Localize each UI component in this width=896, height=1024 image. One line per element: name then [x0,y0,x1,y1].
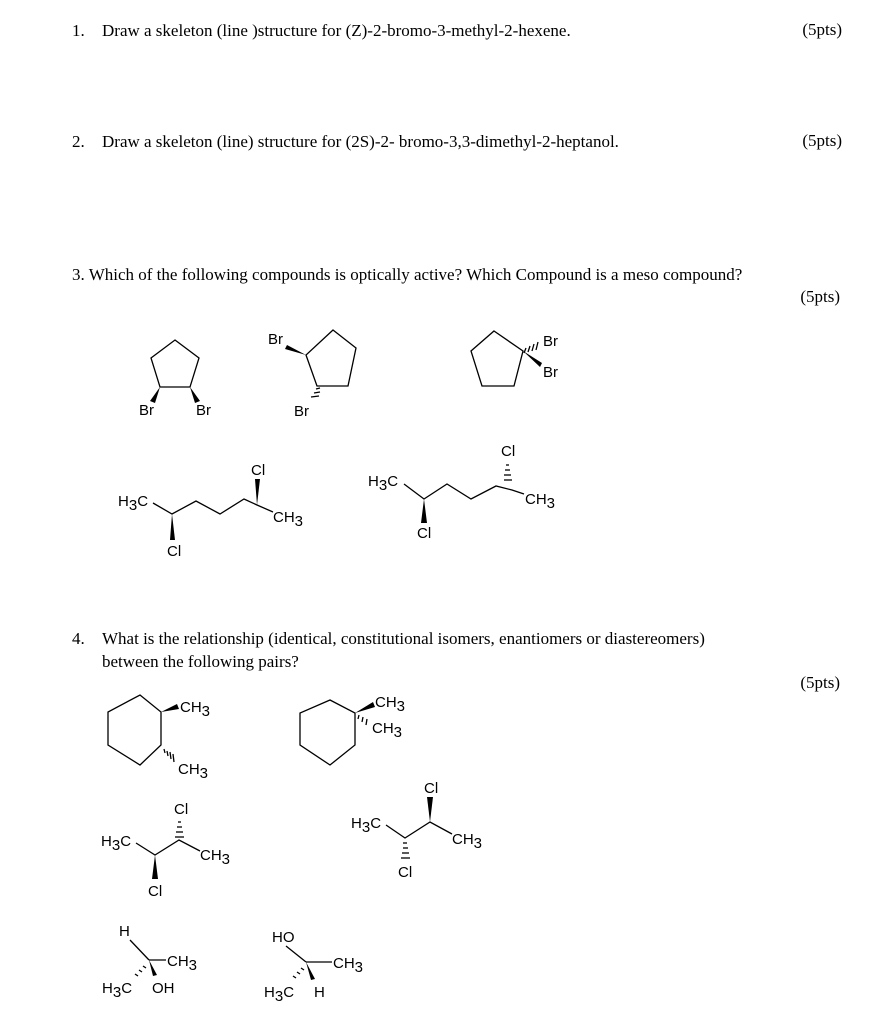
methyl-label: H3C [351,815,382,836]
q3-structure-trans-dibromocyclopentane [268,330,356,420]
q4-structure-stereocenter-a [102,923,197,1001]
br-label: Br [294,403,309,420]
cyclopentane-ring [471,331,523,386]
h-label: H [314,984,325,1001]
question-4-text: What is the relationship (identical, constitutional isomers, enantiomers or diastereomers) [102,629,705,648]
hash-bond [358,715,359,719]
wedge-bond [523,351,542,367]
methyl-label: CH3 [167,953,198,974]
question-3-number: 3. [72,265,85,284]
hash-bond [139,970,142,972]
hash-bond [135,974,138,976]
hash-bond [311,396,319,397]
q3-structure-dichlorohexane-a [118,462,303,560]
hash-bond [293,976,296,978]
bond [130,940,149,960]
hash-bond [316,388,320,389]
bond [286,946,306,962]
carbon-chain [153,499,273,514]
hash-bond [167,751,168,756]
methyl-label: H3C [118,493,149,514]
wedge-bond [152,855,158,879]
cl-label: Cl [424,780,439,797]
cl-label: Cl [174,801,189,818]
hash-bond [366,719,367,725]
br-label: Br [543,333,558,350]
wedge-bond [306,962,315,980]
hash-bond [301,968,304,970]
q3-structure-dichlorohexane-b [368,443,555,542]
hash-bond [173,754,174,762]
hash-bond [528,346,530,352]
br-label: Br [196,402,211,419]
question-4-points: (5pts) [800,673,840,692]
wedge-bond [149,960,157,976]
methyl-label: CH3 [452,831,483,852]
cl-label: Cl [167,543,182,560]
wedge-bond [285,345,306,355]
q4-structure-dimethylcyclohexane-b [300,694,405,765]
methyl-label: CH3 [178,761,209,782]
methyl-label: CH3 [200,847,231,868]
question-2-number: 2. [72,132,85,151]
cl-label: Cl [251,462,266,479]
cl-label: Cl [398,864,413,881]
hash-bond [314,392,320,393]
carbon-chain [404,484,524,499]
q4-structure-dimethylcyclohexane-a [108,695,210,782]
carbon-chain [136,840,200,855]
q4-structure-dichlorobutane-b [351,780,482,881]
methyl-label: CH3 [525,491,556,512]
wedge-bond [255,479,260,505]
wedge-bond [190,387,200,403]
cl-label: Cl [417,525,432,542]
wedge-bond [150,387,160,403]
h-label: H [119,923,130,940]
question-1-points: (5pts) [802,20,842,39]
question-4-text-2: between the following pairs? [102,652,299,671]
methyl-label: CH3 [273,509,304,530]
cl-label: Cl [501,443,516,460]
hash-bond [170,752,171,759]
hash-bond [532,344,534,351]
br-label: Br [139,402,154,419]
hash-bond [524,348,526,353]
wedge-bond [427,797,433,822]
methyl-label: H3C [264,984,295,1005]
wedge-bond [355,702,375,713]
q3-structure-cis-dibromocyclopentane [139,340,211,419]
methyl-label: CH3 [180,699,211,720]
br-label: Br [543,364,558,381]
carbon-chain [386,822,452,838]
cyclohexane-ring [300,700,355,765]
methyl-label: H3C [101,833,132,854]
question-2-points: (5pts) [802,131,842,150]
ho-label: HO [272,929,295,946]
cyclohexane-ring [108,695,161,765]
wedge-bond [421,499,427,523]
q4-structure-dichlorobutane-a [101,801,230,900]
question-1-text: Draw a skeleton (line )structure for (Z)-2-bromo-3-methyl-2-hexene. [102,21,571,40]
hash-bond [536,342,538,350]
cyclopentane-ring [151,340,199,387]
methyl-label: CH3 [372,720,403,741]
q4-structure-stereocenter-b [264,929,363,1005]
cl-label: Cl [148,883,163,900]
br-label: Br [268,331,283,348]
methyl-label: CH3 [333,955,364,976]
wedge-bond [170,514,175,540]
question-4-number: 4. [72,629,85,648]
hash-bond [362,717,363,722]
q3-structure-geminal-dibromocyclopentane [471,331,558,386]
methyl-label: H3C [368,473,399,494]
methyl-label: H3C [102,980,133,1001]
question-2-text: Draw a skeleton (line) structure for (2S)-2- bromo-3,3-dimethyl-2-heptanol. [102,132,619,151]
question-3-points: (5pts) [800,287,840,306]
hash-bond [297,972,300,974]
question-3-text: Which of the following compounds is optically active? Which Compound is a meso compound? [88,265,743,284]
wedge-bond [161,704,179,712]
cyclopentane-ring [306,330,356,386]
oh-label: OH [152,980,175,997]
question-1-number: 1. [72,21,85,40]
methyl-label: CH3 [375,694,406,715]
hash-bond [164,749,165,753]
hash-bond [143,966,146,968]
